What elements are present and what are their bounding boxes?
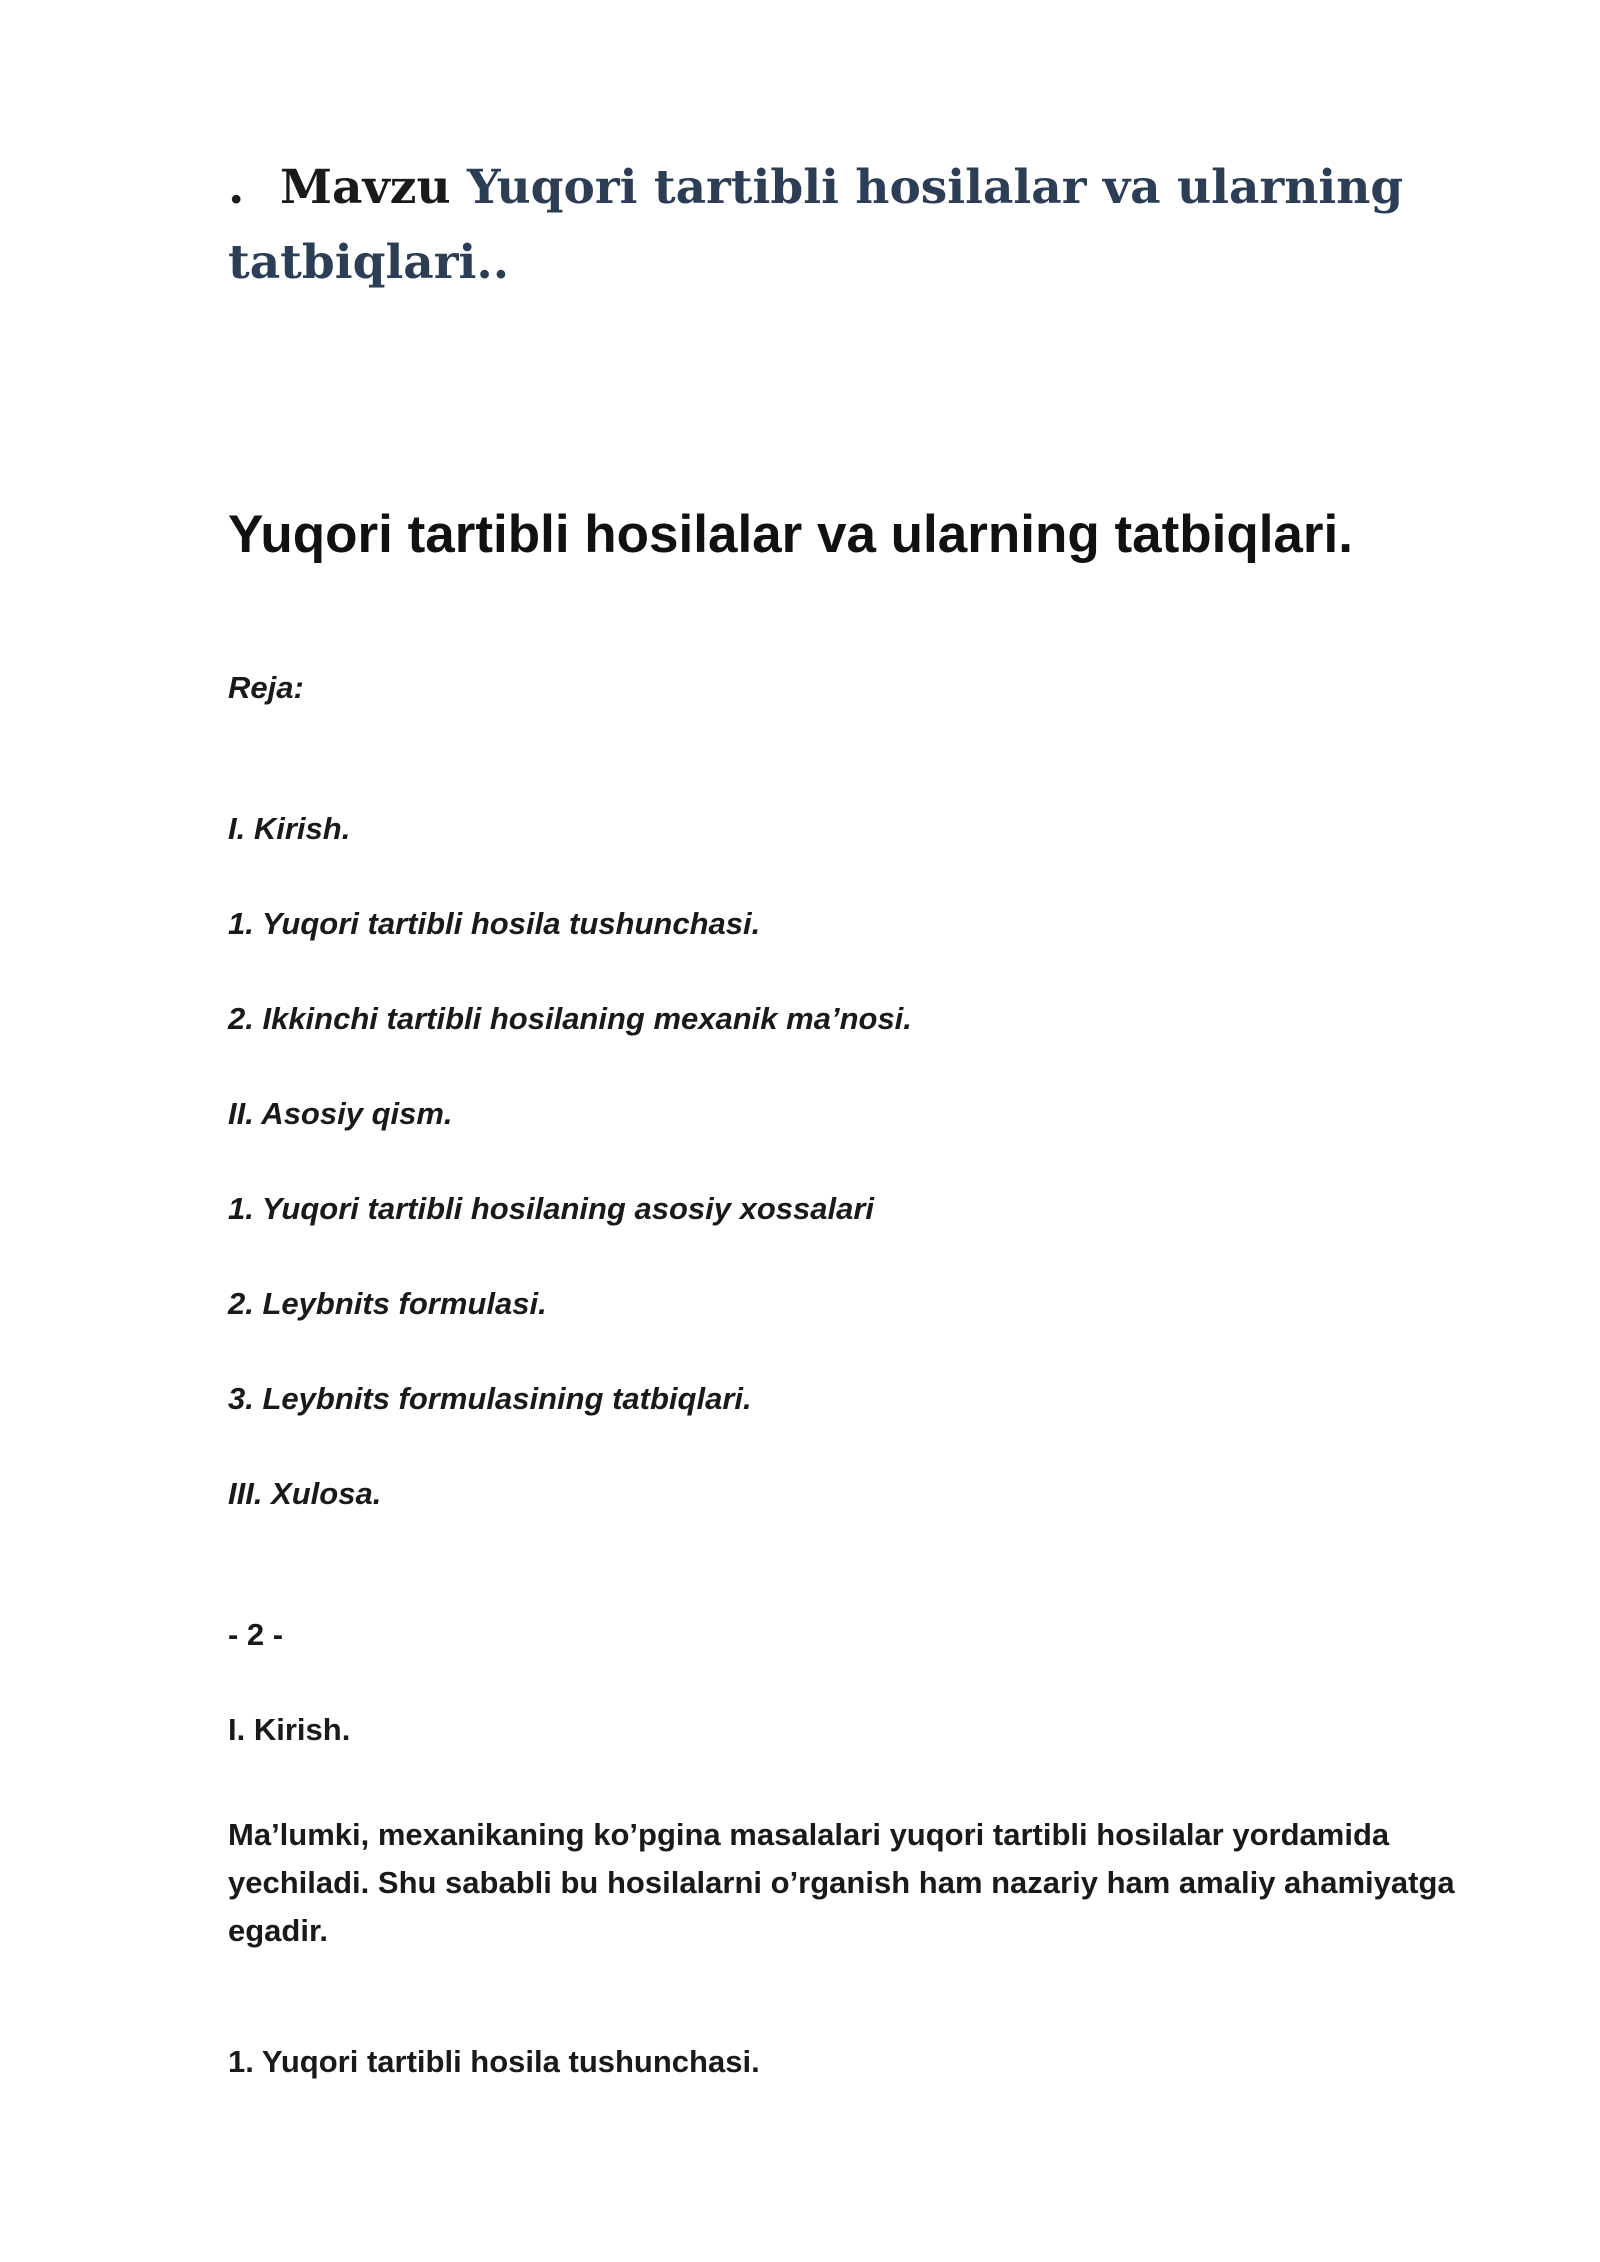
topic-title: Yuqori tartibli hosilalar va ularning tatbiqlari.. xyxy=(228,160,1404,290)
plan-item: II. Asosiy qism. xyxy=(228,1096,453,1131)
plan-item: 2. Leybnits formulasi. xyxy=(228,1286,547,1321)
plan-item: 3. Leybnits formulasining tatbiqlari. xyxy=(228,1381,752,1416)
document-heading: Yuqori tartibli hosilalar va ularning tatbiqlari. xyxy=(228,505,1353,564)
section-paragraph: Ma’lumki, mexanikaning ko’pgina masalalari yuqori tartibli hosilalar yordamida yechiladi. Shu sababli bu hosilalarni o’rganish ham nazariy ham amaliy ahamiyatga egadir. xyxy=(228,1817,1455,1948)
page-number: - 2 - xyxy=(228,1617,284,1652)
topic-bullet: . xyxy=(228,160,245,215)
section-title: I. Kirish. xyxy=(228,1712,351,1747)
plan-item: 2. Ikkinchi tartibli hosilaning mexanik ma’nosi. xyxy=(228,1001,912,1036)
plan-item: III. Xulosa. xyxy=(228,1476,382,1511)
plan-item: 1. Yuqori tartibli hosilaning asosiy xossalari xyxy=(228,1191,875,1226)
plan-label: Reja: xyxy=(228,670,304,705)
plan-item: I. Kirish. xyxy=(228,811,351,846)
plan-item: 1. Yuqori tartibli hosila tushunchasi. xyxy=(228,906,761,941)
subsection-title: 1. Yuqori tartibli hosila tushunchasi. xyxy=(228,2044,760,2079)
topic-line xyxy=(228,150,1428,300)
topic-prefix: Mavzu xyxy=(280,160,451,215)
